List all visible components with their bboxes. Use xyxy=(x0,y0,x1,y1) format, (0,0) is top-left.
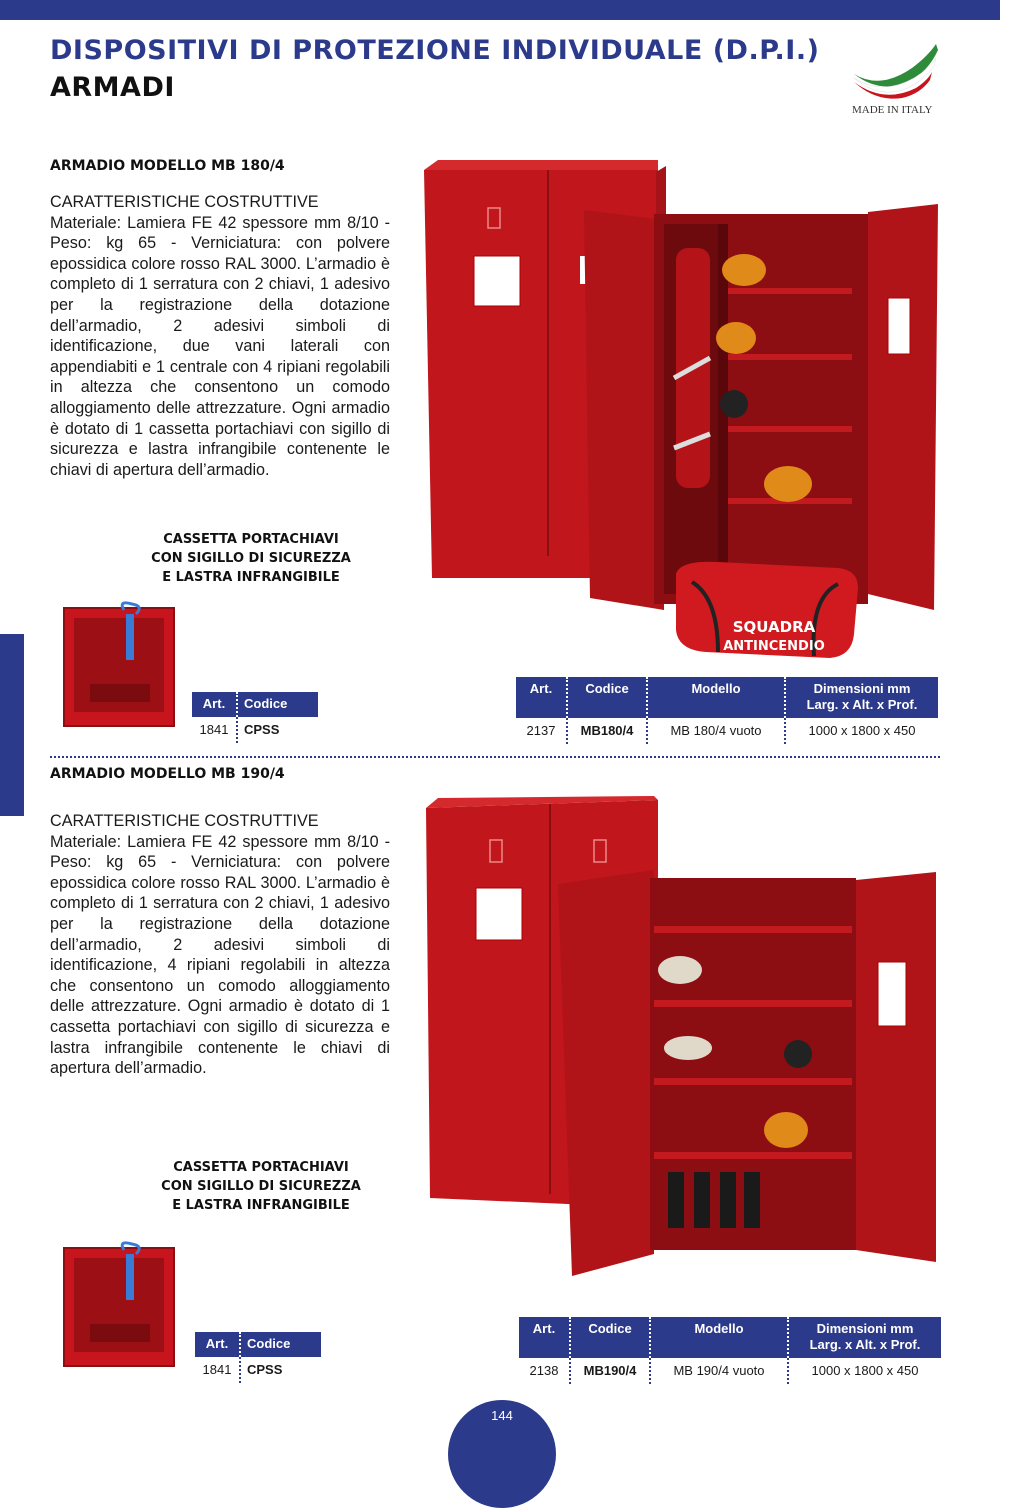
col-header-art: Art. xyxy=(516,677,567,717)
cell-dimensioni: 1000 x 1800 x 450 xyxy=(788,1357,941,1384)
key-box-photo xyxy=(60,1238,178,1370)
section-divider xyxy=(50,756,940,758)
caption-line: CASSETTA PORTACHIAVI xyxy=(163,532,339,547)
dim-header-line1: Dimensioni mm xyxy=(816,1320,914,1336)
col-header-art: Art. xyxy=(192,692,237,716)
col-header-dimensioni xyxy=(785,677,938,717)
made-in-italy-label: MADE IN ITALY xyxy=(852,104,933,116)
section1-text: Materiale: Lamiera FE 42 spessore mm 8/10 - Peso: kg 65 - Verniciatura: con polvere epossidica colore rosso RAL 3000. L’armadio è completo di 1 serratura con 2 chiavi, 1 adesivo per la registrazione della dotazione dell’armadio, 2 adesivi simboli di identificazione, due vani laterali con appendiabiti e 1 centrale con 4 ripiani regolabili in altezza che consentono un comodo alloggiamento delle attrezzature. Ogni armadio è dotato di 1 cassetta portachiavi con sigillo di sicurezza e lastra infrangibile contenente le chiavi di apertura dell’armadio. xyxy=(50,213,390,479)
page-number-badge xyxy=(448,1400,556,1508)
caption-line: CON SIGILLO DI SICUREZZA xyxy=(151,551,351,566)
section2-main-table xyxy=(519,1317,941,1384)
caption-line: E LASTRA INFRANGIBILE xyxy=(172,1198,350,1213)
cell-codice: CPSS xyxy=(237,716,318,743)
cell-art: 2137 xyxy=(516,717,567,744)
section2-text: Materiale: Lamiera FE 42 spessore mm 8/10 - Peso: kg 65 - Verniciatura: con polvere epossidica colore rosso RAL 3000. L’armadio è completo di 1 serratura con 2 chiavi, 1 adesivo per la registrazione della dotazione dell’armadio, 2 adesivi simboli di identificazione, 4 ripiani regolabili in altezza che consentono un comodo alloggiamento delle attrezzature. Ogni armadio è dotato di 1 cassetta portachiavi con sigillo di sicurezza e lastra infrangibile contenente le chiavi di apertura dell’armadio. xyxy=(50,832,390,1078)
col-header-codice: Codice xyxy=(237,692,318,716)
key-box-photo xyxy=(60,600,178,730)
cell-dimensioni: 1000 x 1800 x 450 xyxy=(785,717,938,744)
section1-title: ARMADIO MODELLO MB 180/4 xyxy=(50,158,285,174)
cell-codice: CPSS xyxy=(240,1356,321,1383)
cabinet-mb190-photo xyxy=(418,794,944,1288)
cell-art: 1841 xyxy=(195,1356,240,1383)
section1-description xyxy=(50,192,390,480)
col-header-modello: Modello xyxy=(650,1317,788,1357)
dim-header-line2: Larg. x Alt. x Prof. xyxy=(809,1336,921,1352)
col-header-dimensioni xyxy=(788,1317,941,1357)
italy-flag-swoosh-icon xyxy=(850,38,942,102)
page-title: DISPOSITIVI DI PROTEZIONE INDIVIDUALE (D.P.I.) xyxy=(50,35,820,66)
table-row xyxy=(195,1356,321,1383)
col-header-codice: Codice xyxy=(567,677,647,717)
col-header-modello: Modello xyxy=(647,677,785,717)
section2-description xyxy=(50,811,390,1079)
top-bar xyxy=(0,0,1000,20)
col-header-art: Art. xyxy=(195,1332,240,1356)
table-row xyxy=(519,1357,941,1384)
col-header-codice: Codice xyxy=(240,1332,321,1356)
table-row xyxy=(192,716,318,743)
dim-header-line1: Dimensioni mm xyxy=(813,680,911,696)
cell-codice: MB180/4 xyxy=(567,717,647,744)
cabinet-mb180-photo xyxy=(418,158,944,670)
cell-modello: MB 180/4 vuoto xyxy=(647,717,785,744)
table-row xyxy=(516,717,938,744)
dim-header-line2: Larg. x Alt. x Prof. xyxy=(806,696,918,712)
section1-heading: CARATTERISTICHE COSTRUTTIVE xyxy=(50,193,319,211)
made-in-italy-logo xyxy=(850,38,942,120)
bag-label-line2: ANTINCENDIO xyxy=(723,639,825,654)
col-header-art: Art. xyxy=(519,1317,570,1357)
side-tab xyxy=(0,634,24,816)
section2-heading: CARATTERISTICHE COSTRUTTIVE xyxy=(50,812,319,830)
cell-art: 1841 xyxy=(192,716,237,743)
caption-line: E LASTRA INFRANGIBILE xyxy=(162,570,340,585)
cell-art: 2138 xyxy=(519,1357,570,1384)
cell-modello: MB 190/4 vuoto xyxy=(650,1357,788,1384)
caption-line: CASSETTA PORTACHIAVI xyxy=(173,1160,349,1175)
section1-caption xyxy=(146,530,356,587)
section1-small-table xyxy=(192,692,318,743)
bag-label-line1: SQUADRA xyxy=(732,618,816,636)
section1-main-table xyxy=(516,677,938,744)
col-header-codice: Codice xyxy=(570,1317,650,1357)
section2-caption xyxy=(156,1158,366,1215)
page-subtitle: ARMADI xyxy=(50,72,175,103)
section2-small-table xyxy=(195,1332,321,1383)
cell-codice: MB190/4 xyxy=(570,1357,650,1384)
page-number: 144 xyxy=(491,1408,513,1423)
caption-line: CON SIGILLO DI SICUREZZA xyxy=(161,1179,361,1194)
section2-title: ARMADIO MODELLO MB 190/4 xyxy=(50,766,285,782)
